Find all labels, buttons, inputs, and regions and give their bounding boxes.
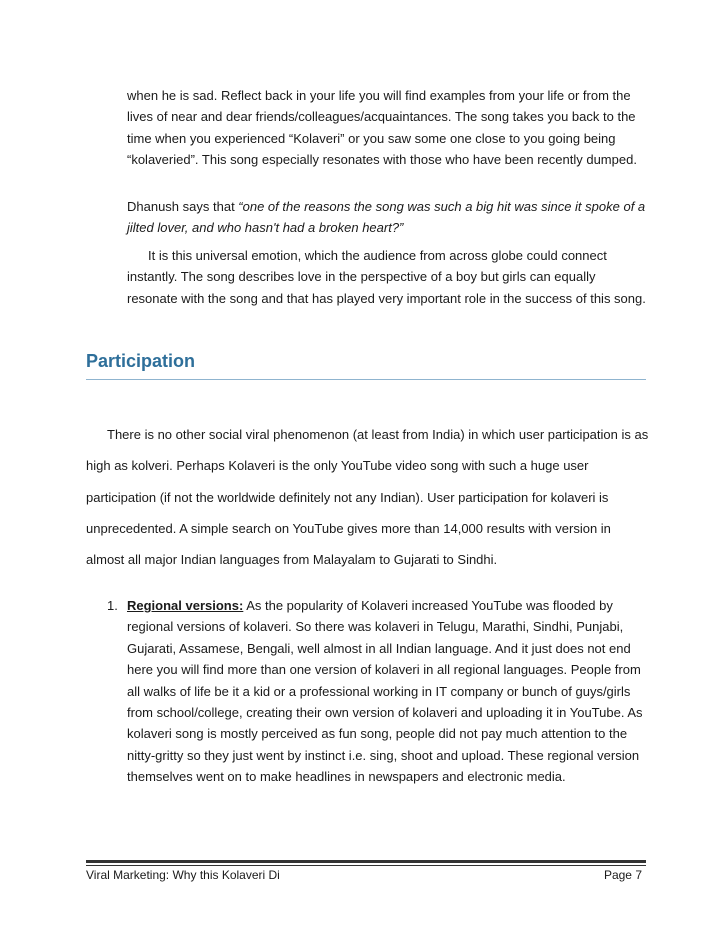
numbered-list [86,595,652,788]
quote-intro: Dhanush says that [127,199,239,214]
heading-divider [86,379,646,380]
footer-divider [86,860,646,863]
paragraph-continuation: when he is sad. Reflect back in your life you will find examples from your life or from the lives of near and dear friends/colleagues/acquaintances. The song takes you back to the time when you experienced “Kolaveri” or you saw some one close to you going being “kolaveried”. This song especially resonates with those who have been recently dumped. [127,88,637,168]
paragraph-universal-emotion: It is this universal emotion, which the audience from across globe could connect instantly. The song describes love in the perspective of a boy but girls can equally resonate with the song and that has played very important role in the success of this song. [127,248,646,306]
list-item-title: Regional versions: [127,598,244,613]
quote-text: “one of the reasons the song was such a big hit was since it spoke of a jilted lover, and who hasn't had a broken heart?” [127,199,646,236]
list-item [86,595,652,788]
footer-document-title: Viral Marketing: Why this Kolaveri Di [86,868,280,882]
list-item-text: As the popularity of Kolaveri increased YouTube was flooded by regional versions of kolaveri. So there was kolaveri in Telugu, Marathi, Sindhi, Punjabi, Gujarati, Assamese, Bengali, well almost in all Indian language. And it just does not end here you will find more than one version of kolaveri in all regional languages. People from all walks of life be it a kid or a professional working in IT company or bunch of guys/girls from school/college, creating their own version of kolaveri and uploading it in YouTube. As kolaveri song is mostly perceived as fun song, people did not pay much attention to the nitty-gritty so they just went by instinct i.e. sing, shoot and upload. These regional version themselves went on to make headlines in newspapers and electronic media. [127,598,643,785]
footer-divider-thin [86,865,646,866]
section-heading: Participation [86,351,196,371]
footer-page-number: Page 7 [603,868,642,882]
section-intro-paragraph: There is no other social viral phenomenon (at least from India) in which user participation is as high as kolveri. Perhaps Kolaveri is the only YouTube video song with such a huge user participation (if not the worldwide definitely not any Indian). User participation for kolaveri is unprecedented. A simple search on YouTube gives more than 14,000 results with version in almost all major Indian languages from Malayalam to Gujarati to Sindhi. [86,427,649,568]
list-item-number: 1. [107,598,118,613]
paragraph-quote [127,196,647,239]
